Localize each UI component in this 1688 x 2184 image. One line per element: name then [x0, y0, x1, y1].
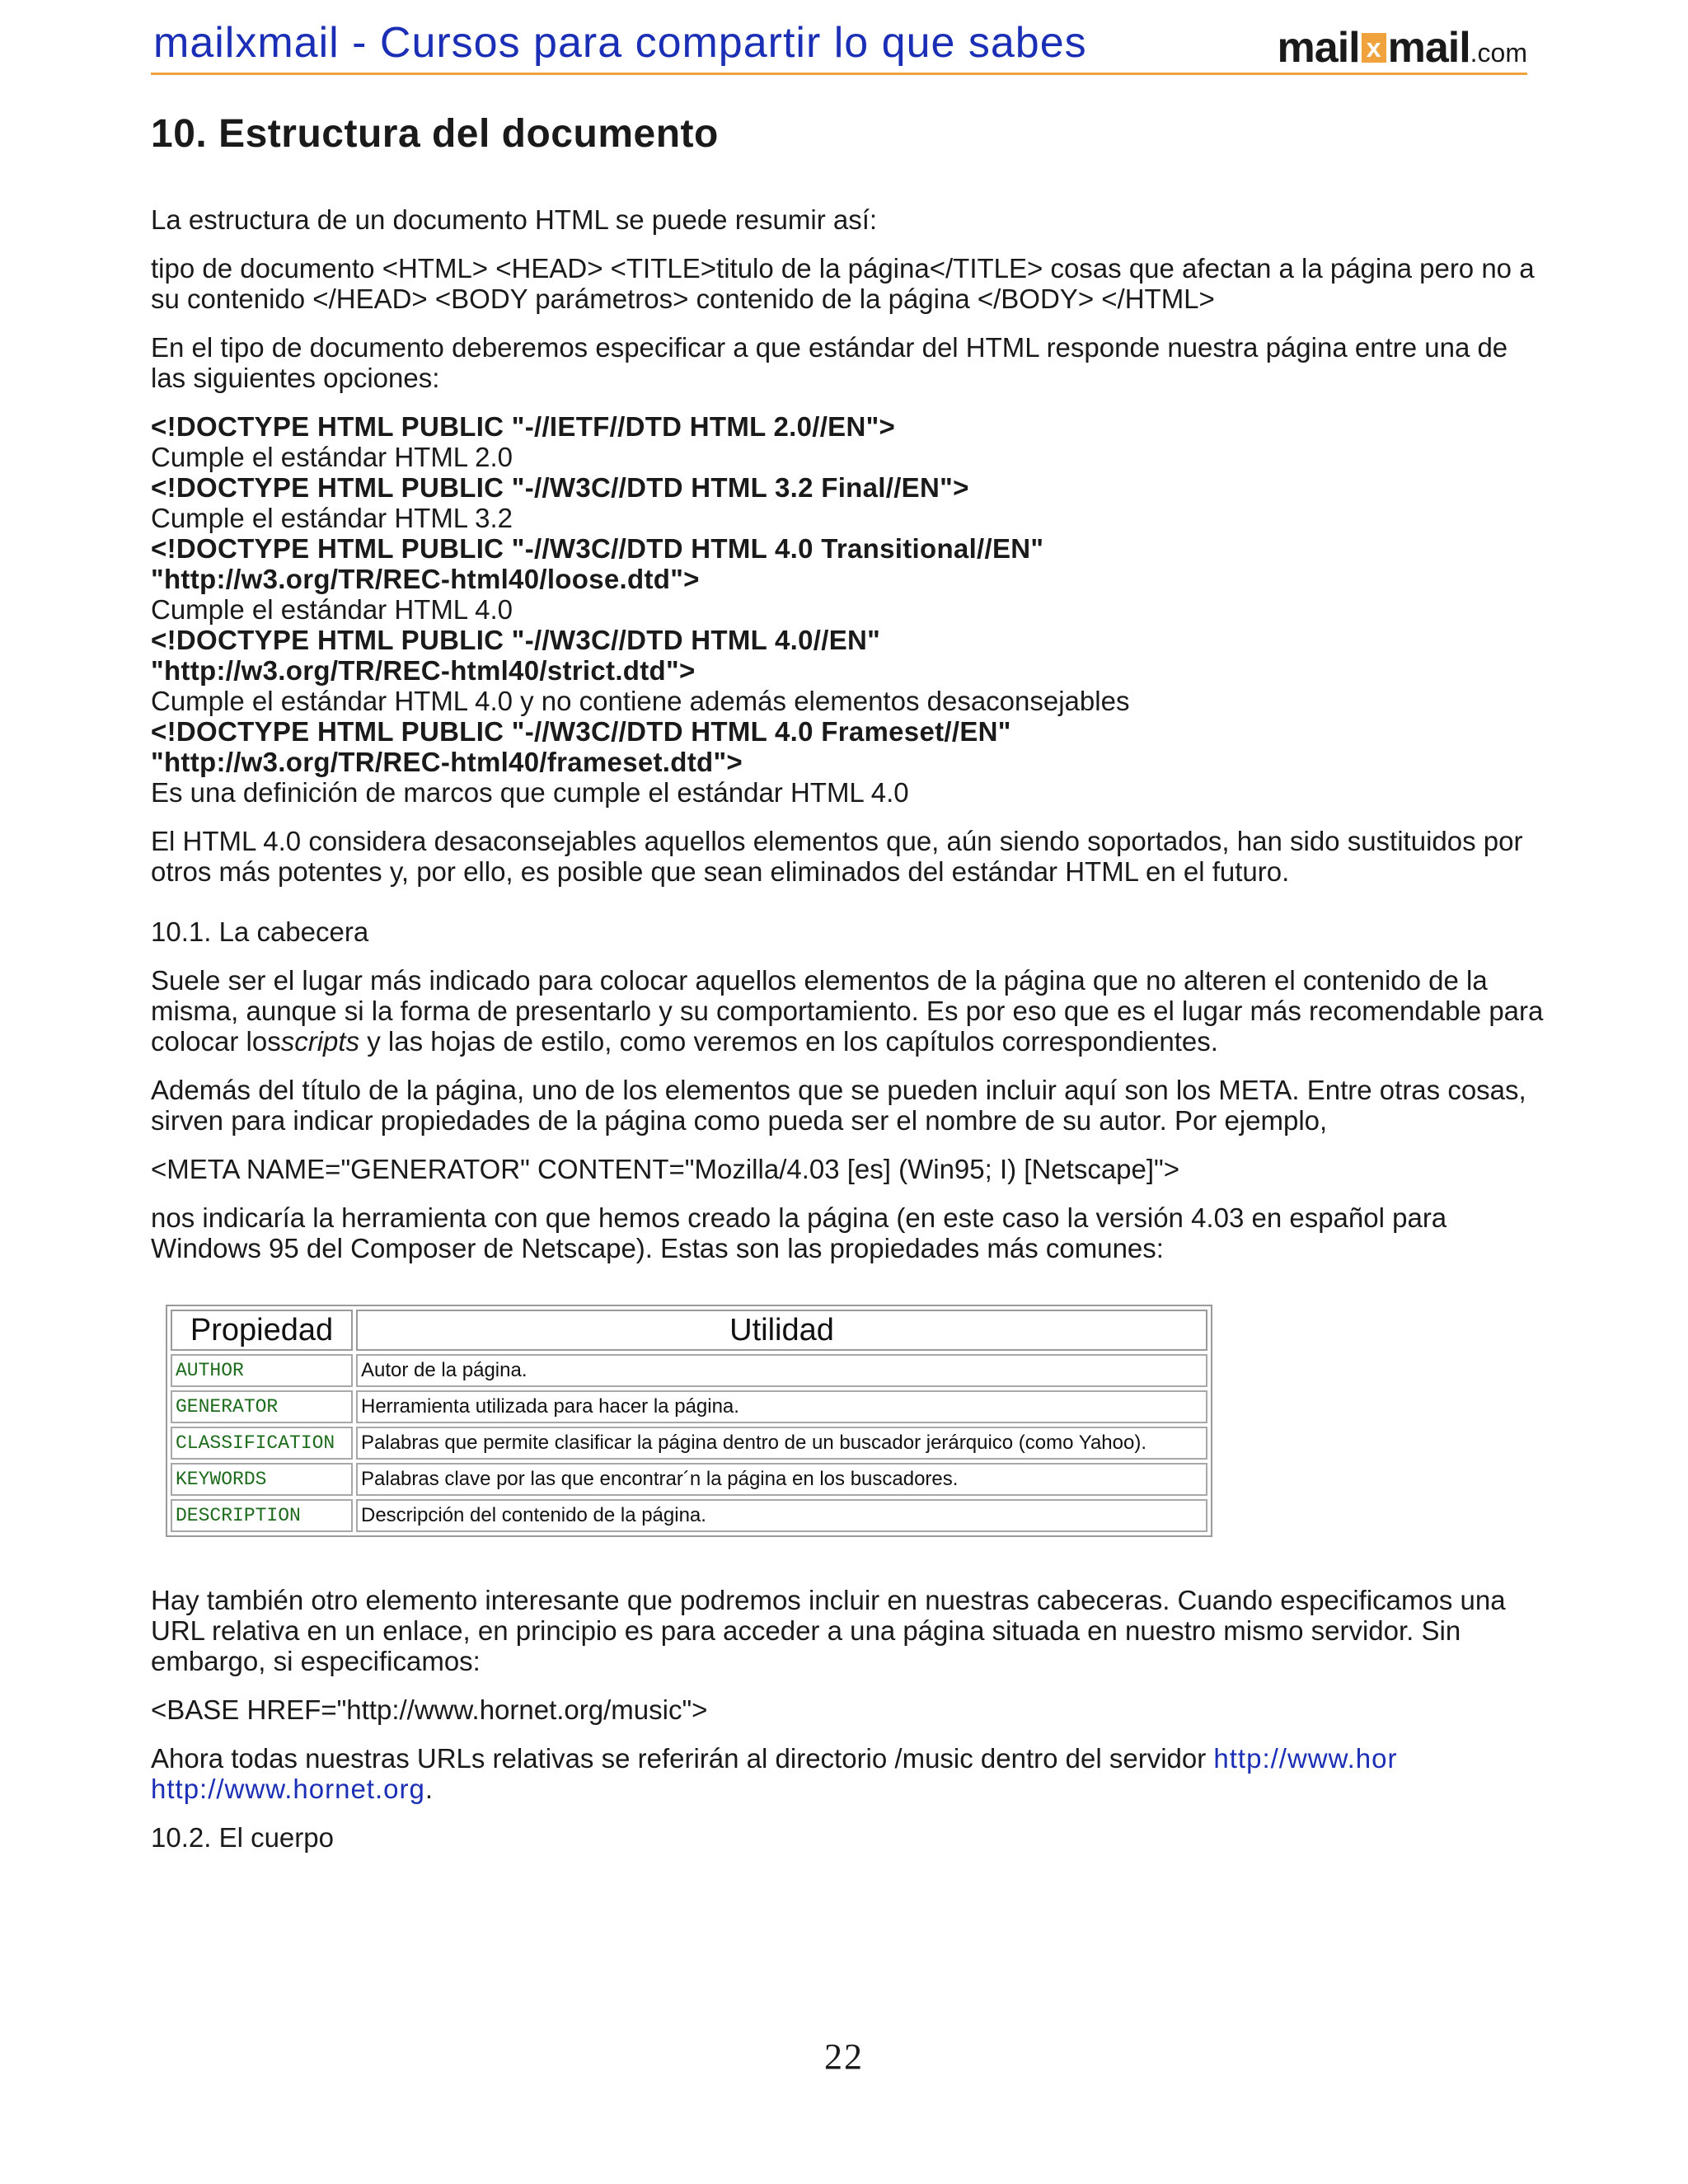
logo-mail-right: mail: [1387, 24, 1470, 72]
doctype-description: Es una definición de marcos que cumple el estándar HTML 4.0: [151, 777, 909, 808]
table-row: [171, 1463, 1207, 1496]
meta-paragraph: Además del título de la página, uno de los elementos que se pueden incluir aquí son los META. Entre otras cosas, sirven para indicar propiedades de la página como pueda ser el nombre de su autor. Por ejemplo,: [151, 1075, 1526, 1136]
doctype-description: Cumple el estándar HTML 4.0: [151, 594, 513, 625]
column-header-propiedad: Propiedad: [171, 1310, 353, 1351]
doctype-description: Cumple el estándar HTML 2.0: [151, 442, 513, 472]
cabecera-paragraph: [151, 965, 1544, 1057]
property-name: CLASSIFICATION: [171, 1427, 353, 1460]
meta-properties-table: [166, 1305, 1212, 1537]
meta-example: <META NAME="GENERATOR" CONTENT="Mozilla/4.03 [es] (Win95; I) [Netscape]">: [151, 1154, 1180, 1184]
column-header-utilidad: Utilidad: [356, 1310, 1207, 1351]
section-heading-cabecera: 10.1. La cabecera: [151, 916, 369, 947]
mailxmail-logo[interactable]: [1277, 23, 1527, 72]
doctype-code: <!DOCTYPE HTML PUBLIC "-//W3C//DTD HTML 4.0//EN": [151, 625, 881, 655]
deprecated-paragraph: El HTML 4.0 considera desaconsejables aquellos elementos que, aún siendo soportados, han sido sustituidos por otros más potentes y, por ello, es posible que sean eliminados del estándar HTML en el futuro.: [151, 826, 1523, 887]
table-header-row: [171, 1310, 1207, 1351]
structure-paragraph: tipo de documento <HTML> <HEAD> <TITLE>titulo de la página</TITLE> cosas que afectan a la página pero no a su contenido </HEAD> <BODY parámetros> contenido de la página </BODY> </HTML>: [151, 253, 1535, 314]
property-name: GENERATOR: [171, 1390, 353, 1423]
base-result-paragraph: [151, 1743, 1544, 1804]
logo-com: .com: [1470, 38, 1527, 68]
table-row: [171, 1354, 1207, 1387]
property-usage: Descripción del contenido de la página.: [356, 1499, 1207, 1532]
doctype-description: Cumple el estándar HTML 3.2: [151, 503, 513, 533]
property-name: AUTHOR: [171, 1354, 353, 1387]
scripts-emphasis: scripts: [280, 1026, 360, 1057]
property-name: KEYWORDS: [171, 1463, 353, 1496]
table-row: [171, 1390, 1207, 1423]
cabecera-text: Suele ser el lugar más indicado para colocar aquellos elementos de la página que no alteren el contenido de la misma, aunque si la forma de presentarlo y su comportamiento. Es por eso que es el lugar más recomendable para colocar los: [151, 965, 1544, 1057]
hornet-link[interactable]: http://www.hor: [1213, 1743, 1398, 1774]
doctype-code: <!DOCTYPE HTML PUBLIC "-//IETF//DTD HTML 2.0//EN">: [151, 411, 896, 442]
doctype-code: "http://w3.org/TR/REC-html40/loose.dtd">: [151, 564, 700, 594]
doctype-intro-paragraph: En el tipo de documento deberemos especificar a que estándar del HTML responde nuestra página entre una de las siguientes opciones:: [151, 332, 1508, 393]
table-row: [171, 1427, 1207, 1460]
sentence-end: .: [424, 1774, 433, 1804]
page-header: [151, 15, 1527, 75]
property-usage: Herramienta utilizada para hacer la página.: [356, 1390, 1207, 1423]
section-heading-cuerpo: 10.2. El cuerpo: [151, 1822, 334, 1853]
hornet-link-full[interactable]: http://www.hornet.org: [151, 1774, 425, 1804]
base-intro-paragraph: Hay también otro elemento interesante que podremos incluir en nuestras cabeceras. Cuando especificamos una URL relativa en un enlace, en principio es para acceder a una página situada en nuestro mismo servidor. Sin embargo, si especificamos:: [151, 1585, 1506, 1676]
base-example: <BASE HREF="http://www.hornet.org/music">: [151, 1694, 708, 1725]
logo-x-mark: x: [1362, 33, 1386, 63]
doctype-code: <!DOCTYPE HTML PUBLIC "-//W3C//DTD HTML 4.0 Transitional//EN": [151, 533, 1044, 564]
doctype-code: "http://w3.org/TR/REC-html40/strict.dtd">: [151, 655, 696, 686]
doctype-list: [151, 411, 1544, 808]
doctype-code: "http://w3.org/TR/REC-html40/frameset.dtd">: [151, 747, 743, 777]
intro-paragraph: La estructura de un documento HTML se puede resumir así:: [151, 204, 878, 235]
page-number: 22: [824, 2036, 864, 2077]
generator-paragraph: nos indicaría la herramienta con que hemos creado la página (en este caso la versión 4.03 en español para Windows 95 del Composer de Netscape). Estas son las propiedades más comunes:: [151, 1202, 1447, 1263]
doctype-code: <!DOCTYPE HTML PUBLIC "-//W3C//DTD HTML 3.2 Final//EN">: [151, 472, 969, 503]
document-body: [151, 111, 1544, 1871]
logo-mail-left: mail: [1277, 24, 1360, 72]
page-title: 10. Estructura del documento: [151, 112, 719, 156]
property-usage: Palabras que permite clasificar la página dentro de un buscador jerárquico (como Yahoo).: [356, 1427, 1207, 1460]
table-row: [171, 1499, 1207, 1532]
base-result-text: Ahora todas nuestras URLs relativas se referirán al directorio /music dentro del servidor: [151, 1743, 1214, 1774]
property-usage: Autor de la página.: [356, 1354, 1207, 1387]
property-usage: Palabras clave por las que encontrar´n la página en los buscadores.: [356, 1463, 1207, 1496]
header-title[interactable]: mailxmail - Cursos para compartir lo que sabes: [153, 19, 1087, 67]
doctype-description: Cumple el estándar HTML 4.0 y no contiene además elementos desaconsejables: [151, 686, 1130, 716]
property-name: DESCRIPTION: [171, 1499, 353, 1532]
cabecera-text-end: y las hojas de estilo, como veremos en los capítulos correspondientes.: [359, 1026, 1218, 1057]
doctype-code: <!DOCTYPE HTML PUBLIC "-//W3C//DTD HTML 4.0 Frameset//EN": [151, 716, 1011, 747]
